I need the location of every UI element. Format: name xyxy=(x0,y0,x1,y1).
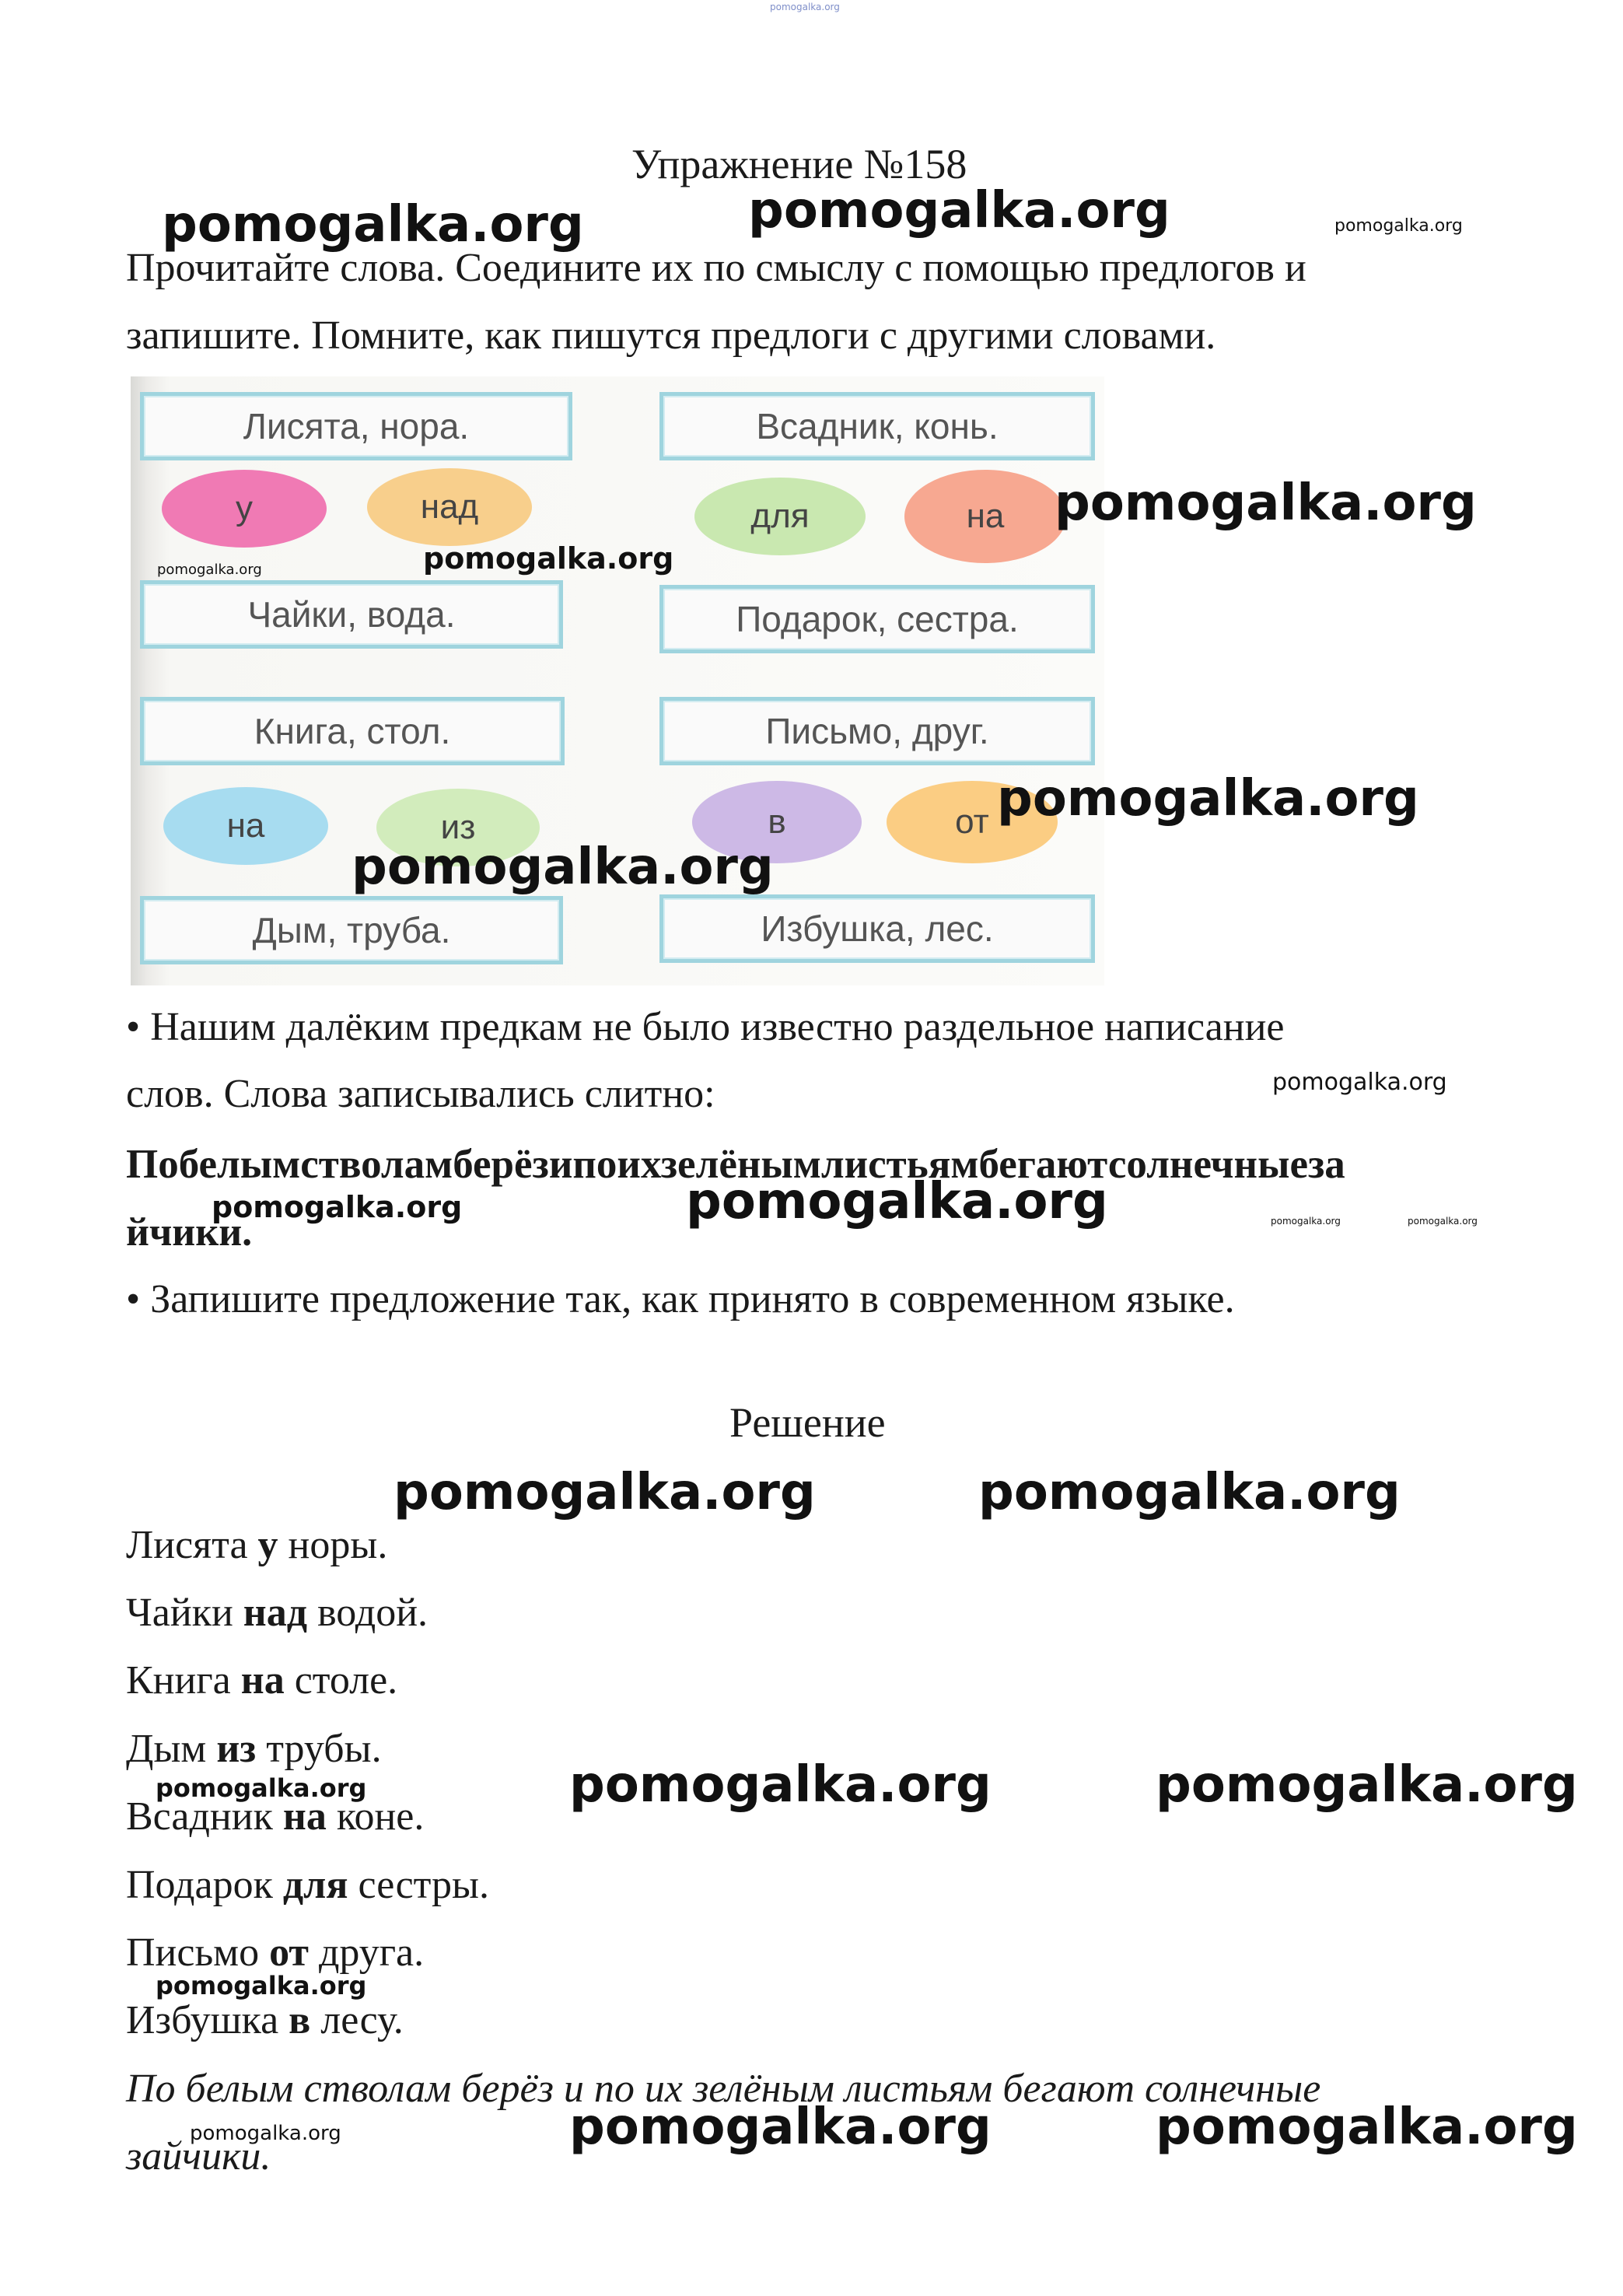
watermark: pomogalka.org xyxy=(748,182,1170,240)
word-card: Лисята, нора. xyxy=(140,392,572,460)
preposition-pill: из xyxy=(376,789,540,866)
watermark: pomogalka.org xyxy=(394,1464,816,1521)
note-line-2: слов. Слова записывались слитно: xyxy=(126,1072,715,1116)
watermark: pomogalka.org xyxy=(352,838,774,896)
solution-heading: Решение xyxy=(729,1399,886,1446)
watermark: pomogalka.org xyxy=(1156,2098,1578,2156)
word-card: Чайки, вода. xyxy=(140,580,563,649)
word-card: Письмо, друг. xyxy=(659,697,1095,765)
watermark-top: pomogalka.org xyxy=(770,2,840,12)
watermark: pomogalka.org xyxy=(569,2098,992,2156)
preposition-pill: в xyxy=(692,781,862,863)
joined-text-1: Побелымстволамберёзипоихзелёнымлистьямбегаютсолнечныеза xyxy=(126,1142,1345,1187)
watermark: pomogalka.org xyxy=(212,1190,463,1224)
joined-text-2: йчики. xyxy=(126,1210,253,1255)
preposition-pill: на xyxy=(904,470,1066,563)
preposition-pill: от xyxy=(887,781,1058,863)
final-sentence-2: зайчики. xyxy=(126,2134,271,2179)
word-card: Всадник, конь. xyxy=(659,392,1095,460)
final-sentence-1: По белым стволам берёз и по их зелёным листьям бегают солнечные xyxy=(126,2067,1321,2111)
solution-line: Чайки над водой. xyxy=(126,1591,428,1635)
word-card: Избушка, лес. xyxy=(659,894,1095,963)
watermark: pomogalka.org xyxy=(1271,1216,1341,1227)
watermark: pomogalka.org xyxy=(162,196,584,254)
preposition-pill: для xyxy=(694,478,866,555)
solution-line: Подарок для сестры. xyxy=(126,1863,489,1907)
watermark: pomogalka.org xyxy=(1408,1216,1478,1227)
preposition-pill: у xyxy=(162,470,327,548)
task-line-1: Прочитайте слова. Соедините их по смыслу с помощью предлогов и xyxy=(126,246,1306,290)
watermark: pomogalka.org xyxy=(686,1173,1108,1230)
watermark: pomogalka.org xyxy=(423,541,674,576)
word-card: Подарок, сестра. xyxy=(659,585,1095,653)
note-line-1: • Нашим далёким предкам не было известно раздельное написание xyxy=(126,1005,1285,1049)
task-2: • Запишите предложение так, как принято в современном языке. xyxy=(126,1277,1235,1321)
task-line-2: запишите. Помните, как пишутся предлоги с другими словами. xyxy=(126,313,1216,358)
exercise-title: Упражнение №158 xyxy=(631,141,967,187)
word-card: Книга, стол. xyxy=(140,697,565,765)
preposition-pill: на xyxy=(163,787,328,865)
watermark: pomogalka.org xyxy=(997,770,1419,828)
watermark: pomogalka.org xyxy=(569,1756,992,1814)
watermark: pomogalka.org xyxy=(978,1464,1401,1521)
watermark: pomogalka.org xyxy=(1055,474,1477,532)
solution-line: Дым из трубы. xyxy=(126,1727,382,1771)
watermark: pomogalka.org xyxy=(190,2122,341,2145)
watermark: pomogalka.org xyxy=(1156,1756,1578,1814)
solution-line: Лисята у норы. xyxy=(126,1523,388,1567)
solution-line: Книга на столе. xyxy=(126,1658,398,1703)
solution-line: Избушка в лесу. xyxy=(126,1998,404,2042)
word-card: Дым, труба. xyxy=(140,896,563,964)
watermark: pomogalka.org xyxy=(1272,1069,1447,1096)
watermark: pomogalka.org xyxy=(1334,216,1463,236)
solution-line: Всадник на коне. xyxy=(126,1794,425,1839)
watermark: pomogalka.org xyxy=(157,562,262,578)
watermark: pomogalka.org xyxy=(156,1971,367,2000)
watermark: pomogalka.org xyxy=(156,1773,367,1803)
solution-line: Письмо от друга. xyxy=(126,1930,425,1975)
preposition-pill: над xyxy=(367,468,532,546)
